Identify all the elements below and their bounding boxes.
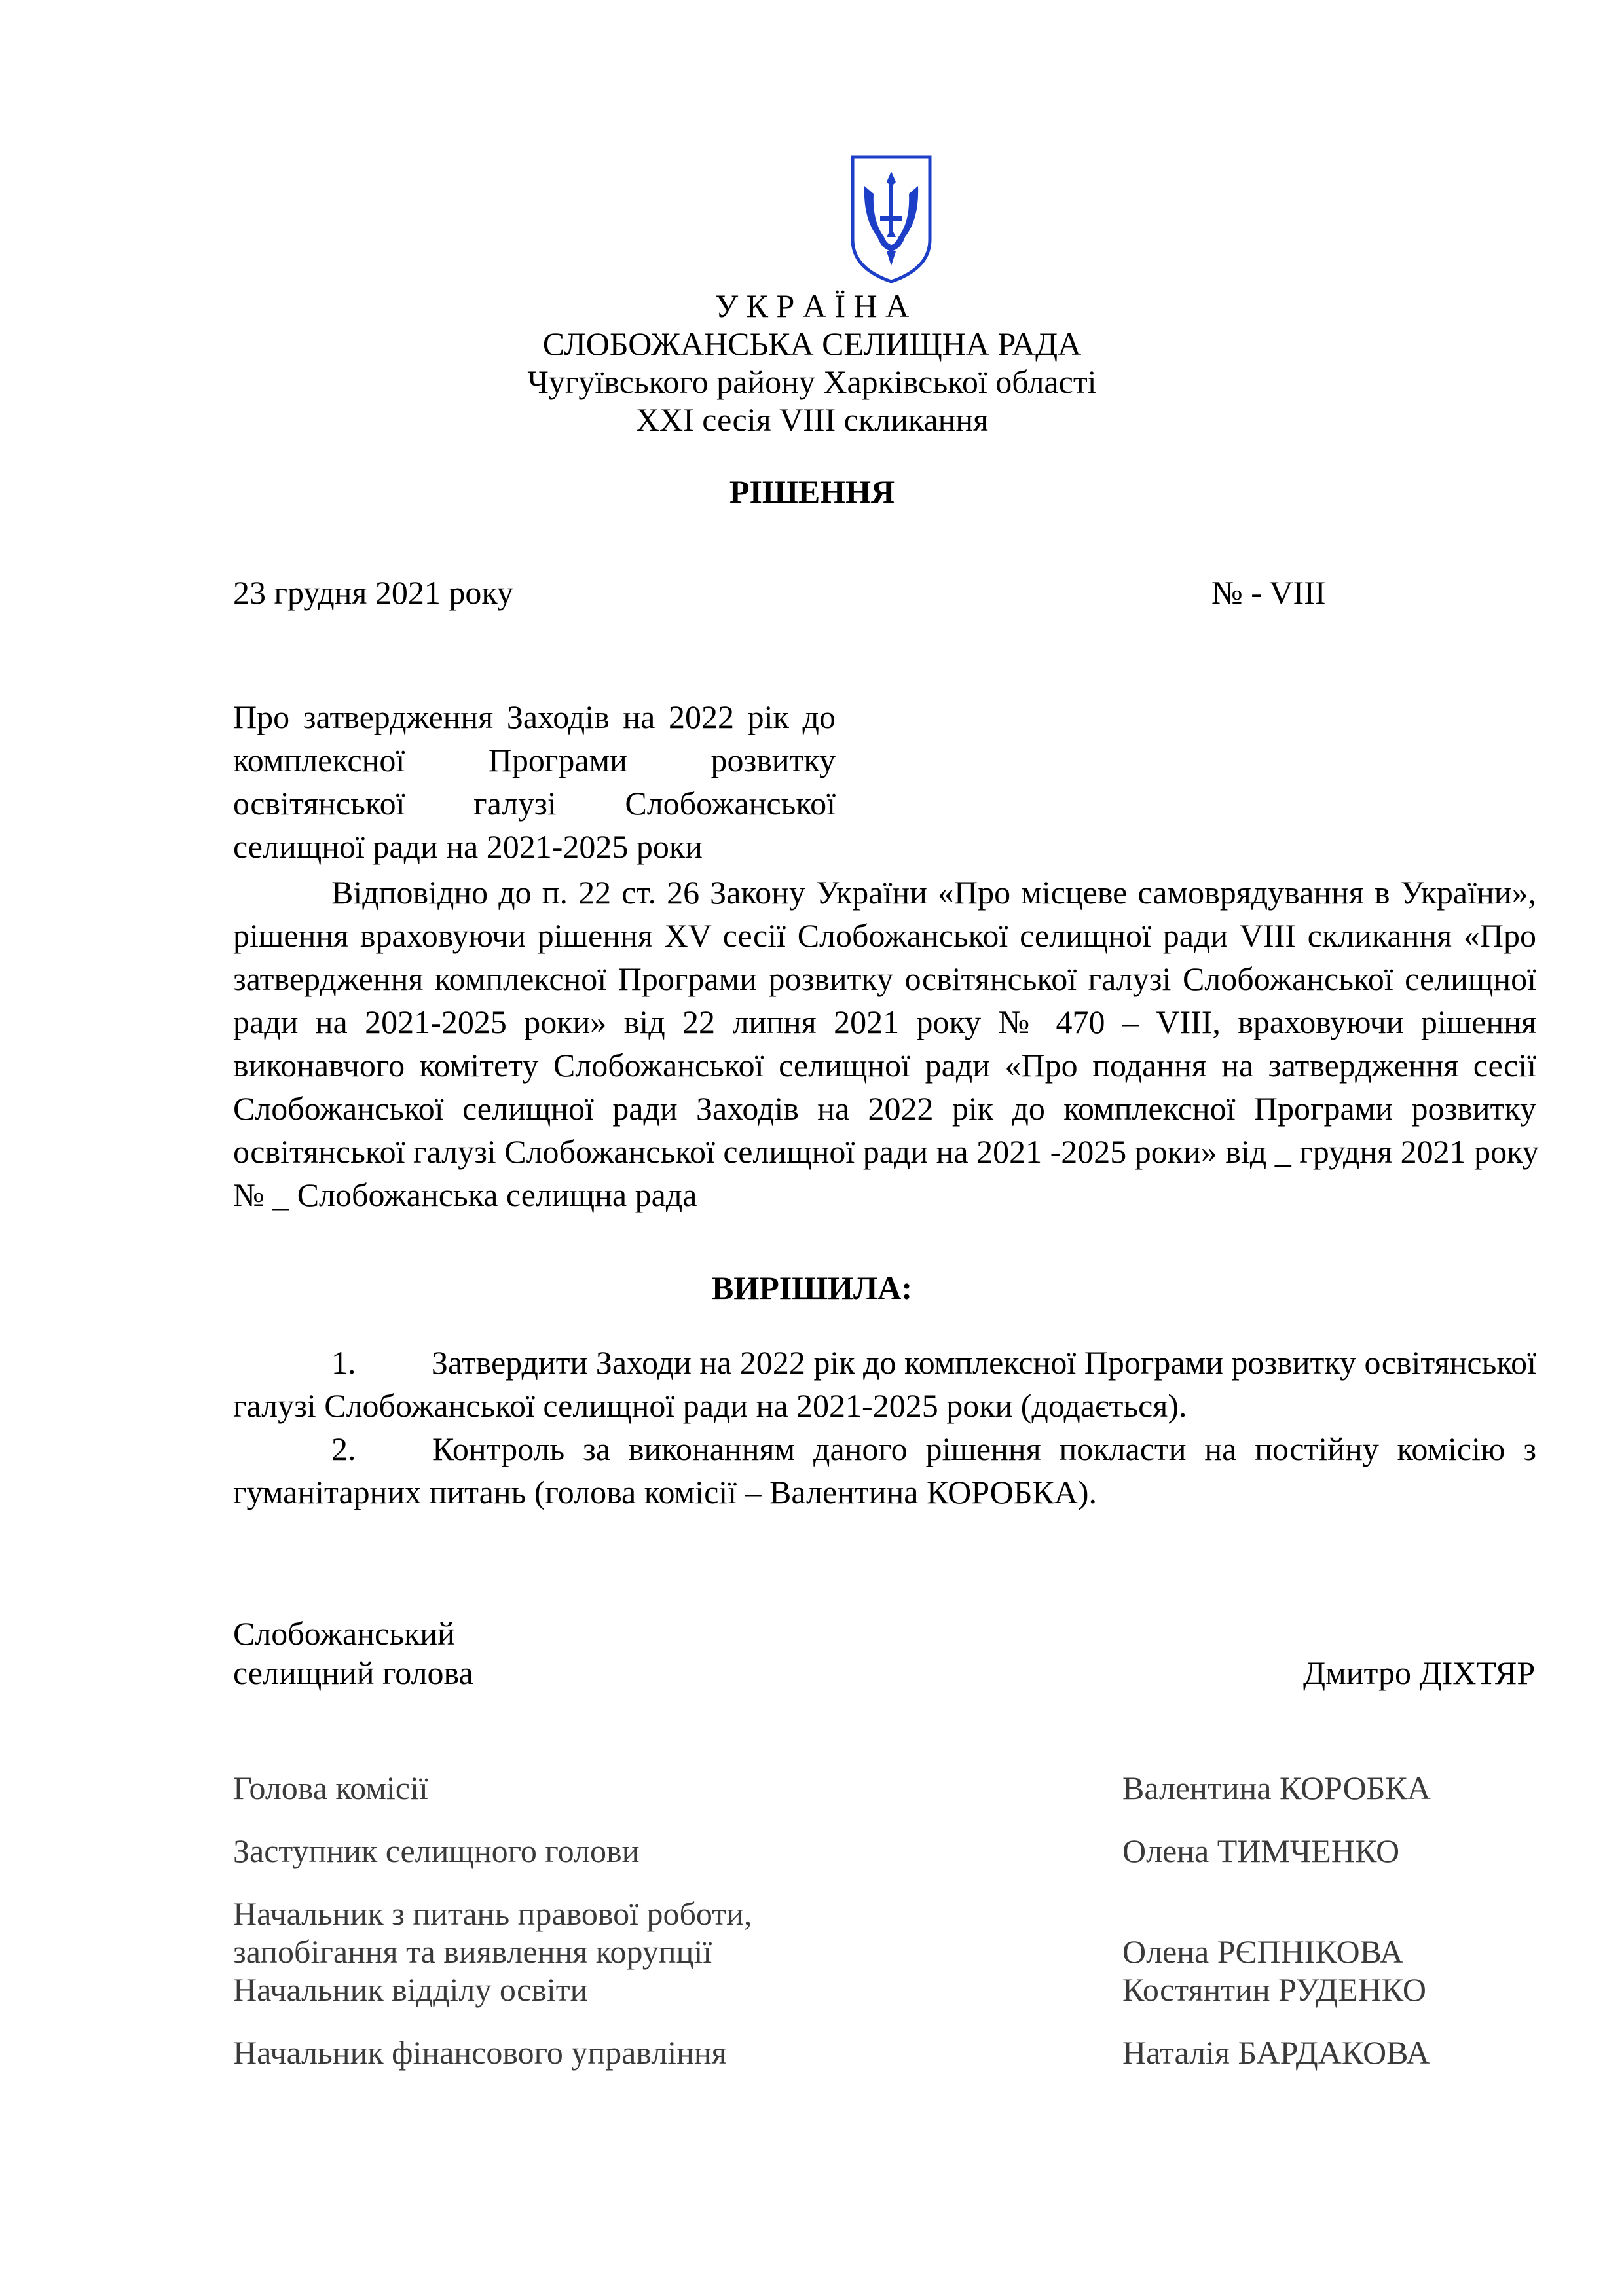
- item-number: 1.: [331, 1344, 356, 1381]
- item-text: гуманітарних питань (голова комісії – Валентина КОРОБКА).: [233, 1474, 1098, 1510]
- item-text: галузі Слобожанської селищної ради на 2021-2025 роки (додається).: [233, 1387, 1187, 1424]
- decided-heading: ВИРІШИЛА:: [711, 1269, 913, 1306]
- decision-subject: [233, 695, 836, 868]
- header-session: XXI сесія VIII скликання: [635, 401, 989, 438]
- header-council: СЛОБОЖАНСЬКА СЕЛИЩНА РАДА: [542, 325, 1082, 362]
- decision-number: № - VIII: [1211, 574, 1326, 611]
- preamble-line: виконавчого комітету Слобожанської селищної ради «Про подання на затвердження сесії: [233, 1047, 1536, 1084]
- item-text: Контроль за виконанням даного рішення покласти на постійну комісію з: [432, 1430, 1536, 1467]
- document-type-title: РІШЕННЯ: [729, 473, 895, 510]
- item-number: 2.: [331, 1430, 356, 1467]
- approval-title: Заступник селищного голови: [233, 1832, 640, 1869]
- subject-line: селищної ради на 2021-2025 роки: [233, 828, 703, 865]
- approval-title: Голова комісії: [233, 1770, 428, 1806]
- preamble-line: затвердження комплексної Програми розвитку освітянської галузі Слобожанської селищної: [233, 960, 1536, 997]
- head-title: селищний голова: [233, 1654, 473, 1691]
- approval-title: запобігання та виявлення корупції: [233, 1933, 712, 1970]
- item-text: Затвердити Заходи на 2022 рік до комплексної Програми розвитку освітянської: [431, 1344, 1536, 1381]
- head-name: Дмитро ДІХТЯР: [1303, 1654, 1536, 1691]
- approval-name: Наталія БАРДАКОВА: [1122, 2034, 1430, 2071]
- preamble-line: Відповідно до п. 22 ст. 26 Закону України «Про місцеве самоврядування в України»,: [331, 874, 1536, 911]
- approval-title: Начальник фінансового управління: [233, 2034, 727, 2071]
- approval-title: Начальник відділу освіти: [233, 1971, 588, 2008]
- subject-line: комплексної Програми розвитку: [233, 742, 836, 778]
- coat-of-arms-icon: [849, 153, 934, 284]
- preamble-line: ради на 2021-2025 роки» від 22 липня 2021 року № 470 – VIII, враховуючи рішення: [233, 1004, 1536, 1040]
- decision-date: 23 грудня 2021 року: [233, 574, 513, 611]
- header-district: Чугуївського району Харківської області: [527, 363, 1097, 400]
- approval-name: Костянтин РУДЕНКО: [1122, 1971, 1426, 2008]
- list-item: [233, 1427, 1536, 1470]
- subject-line: освітянської галузі Слобожанської: [233, 785, 836, 822]
- approval-name: Олена РЄПНІКОВА: [1122, 1933, 1403, 1970]
- approval-title: Начальник з питань правової роботи,: [233, 1895, 752, 1932]
- preamble-line: Слобожанської селищної ради Заходів на 2022 рік до комплексної Програми розвитку: [233, 1090, 1536, 1127]
- approval-name: Олена ТИМЧЕНКО: [1122, 1832, 1400, 1869]
- decision-items: [233, 1341, 1536, 1514]
- preamble: [233, 871, 1539, 1216]
- preamble-line: рішення враховуючи рішення XV сесії Слобожанської селищної ради VIII скликання «Про: [233, 917, 1536, 954]
- header-country: У К Р А Ї Н А: [714, 287, 910, 324]
- approval-name: Валентина КОРОБКА: [1122, 1770, 1431, 1806]
- subject-line: Про затвердження Заходів на 2022 рік до: [233, 699, 836, 735]
- head-title: Слобожанський: [233, 1615, 455, 1652]
- list-item: [233, 1341, 1536, 1384]
- preamble-line: освітянської галузі Слобожанської селищної ради на 2021 -2025 роки» від _ грудня 2021 року: [233, 1133, 1539, 1170]
- preamble-line: № _ Слобожанська селищна рада: [233, 1176, 697, 1213]
